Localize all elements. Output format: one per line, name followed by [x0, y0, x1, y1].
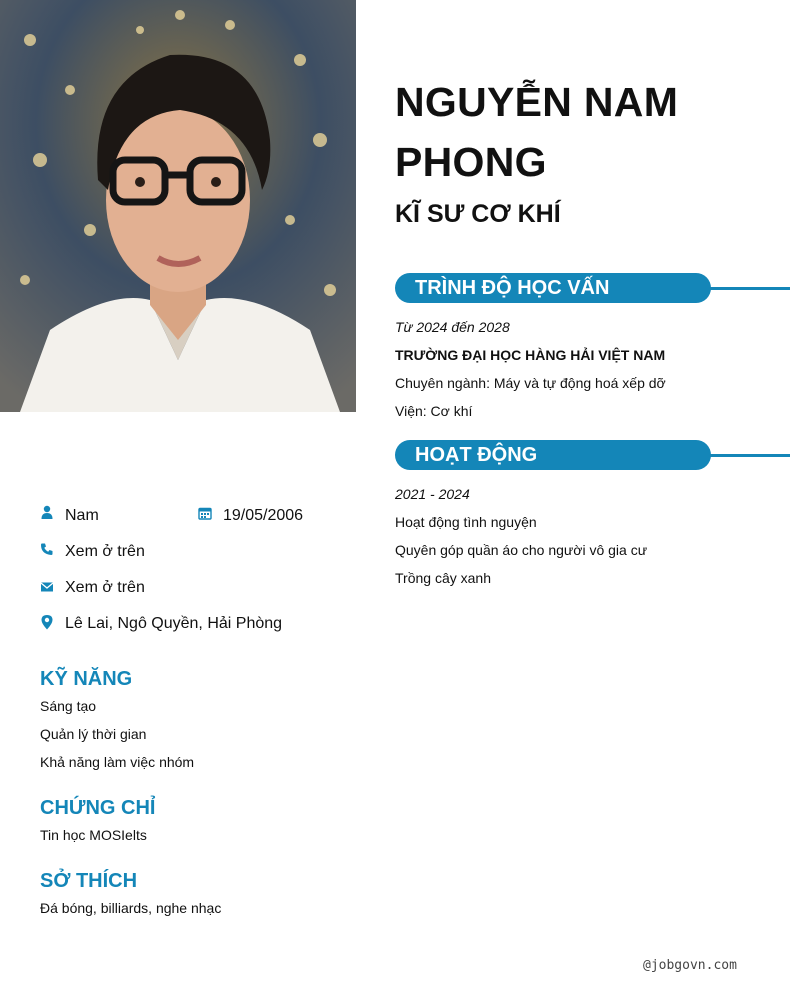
education-school: TRƯỜNG ĐẠI HỌC HÀNG HẢI VIỆT NAM: [395, 347, 666, 363]
address-value: Lê Lai, Ngô Quyền, Hải Phòng: [65, 615, 283, 632]
person-icon: [40, 505, 54, 519]
education-heading: TRÌNH ĐỘ HỌC VẤN: [415, 277, 610, 299]
location-pin-icon: [40, 614, 54, 630]
certificates-heading: CHỨNG CHỈ: [40, 797, 156, 819]
activities-period: 2021 - 2024: [395, 486, 470, 502]
certificate-item: Tin học MOSIelts: [40, 827, 147, 843]
activity-item: Hoạt động tình nguyện: [395, 514, 537, 530]
education-major: Chuyên ngành: Máy và tự động hoá xếp dỡ: [395, 375, 666, 391]
skill-item: Sáng tạo: [40, 698, 97, 714]
hobby-item: Đá bóng, billiards, nghe nhạc: [40, 900, 222, 916]
candidate-name: NGUYỄN NAM PHONG: [395, 79, 679, 185]
education-institute: Viện: Cơ khí: [395, 403, 473, 419]
job-title: KĨ SƯ CƠ KHÍ: [395, 200, 561, 228]
phone-value: Xem ở trên: [65, 543, 145, 560]
activity-item: Quyên góp quần áo cho người vô gia cư: [395, 542, 648, 558]
activities-header-line: [705, 454, 790, 457]
education-period: Từ 2024 đến 2028: [395, 319, 510, 335]
skill-item: Khả năng làm việc nhóm: [40, 754, 195, 770]
phone-icon: [40, 542, 54, 556]
education-header-line: [705, 287, 790, 290]
calendar-icon: [198, 506, 212, 520]
activity-item: Trồng cây xanh: [395, 570, 491, 586]
email-value: Xem ở trên: [65, 579, 145, 596]
gender-value: Nam: [65, 507, 99, 524]
activities-heading: HOẠT ĐỘNG: [415, 444, 538, 466]
email-icon: [40, 580, 54, 594]
birthdate-value: 19/05/2006: [223, 507, 304, 524]
skills-heading: KỸ NĂNG: [40, 668, 133, 690]
watermark: @jobgovn.com: [643, 958, 737, 973]
profile-photo: [0, 0, 356, 412]
education-section-header: [395, 273, 790, 303]
hobbies-heading: SỞ THÍCH: [40, 870, 138, 892]
activities-section-header: [395, 440, 790, 470]
skill-item: Quản lý thời gian: [40, 726, 147, 742]
